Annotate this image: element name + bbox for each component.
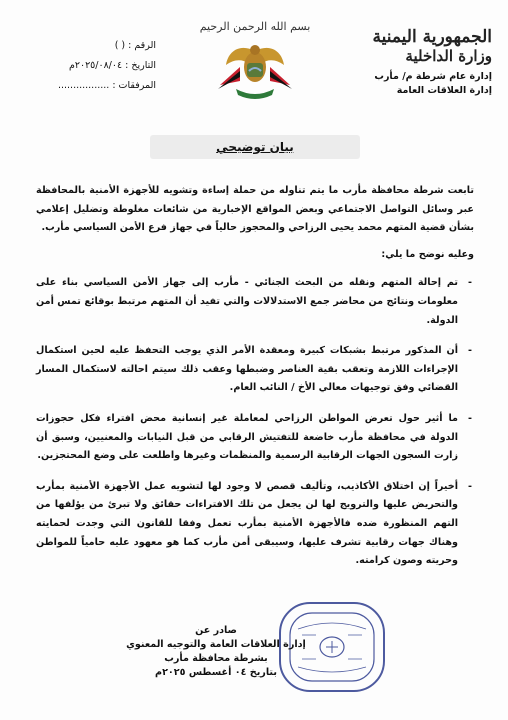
title-box xyxy=(150,135,360,159)
ministry-name: وزارة الداخلية xyxy=(405,47,492,65)
ref-number: الرقم : ( ) xyxy=(114,40,156,51)
relations-dept-name: إدارة العلاقات العامة xyxy=(396,85,492,96)
letterhead-left xyxy=(36,36,156,96)
point-item: - أخيراً إن اختلاق الأكاذيب، وتأليف قصص لا وجود لها لتشويه عمل الأجهزة الأمنية بمأرب والتحريض عليها والترويج لها لن يجعل من تلك الافتراءات حقائق ولا تبرئ من يؤلفها من التهم المنظورة ضده فالأجهزة الأمنية بمأرب تعمل وفقا للقانون التي وجدت لحمايته وهناك جهات رقابية تشرف عليها، وسيبقى أمن مأرب كما هو معهود عليه حامياً للمواطن وحريته وصون كرامته. xyxy=(36,478,474,571)
document-title: بيان توضيحي xyxy=(216,140,294,154)
attachments: المرفقات : ................. xyxy=(57,80,156,91)
point-item: - تم إحالة المتهم ونقله من البحث الجنائي - مأرب إلى جهاز الأمن السياسي بناء على معلومات ونتائج من محاضر جمع الاستدلالات والتي تفيد أن المتهم مرتبط بوقائع تمس أمن الدولة. xyxy=(36,274,474,330)
issue-date: بتاريخ ٠٤ أغسطس ٢٠٢٥م xyxy=(155,667,277,678)
point-item: - ما أثير حول تعرض المواطن الرزاحي لمعاملة غير إنسانية محض افتراء فكل حجوزات الدولة في محافظة مأرب خاضعة للتفتيش الرقابي من قبل النيابات والمعنيين، وسبق أن زارت السجون الجهات الرقابية الرسمية والمنظمات وغيرها واطلعت على وضع المحتجزين. xyxy=(36,410,474,466)
republic-name: الجمهورية اليمنية xyxy=(372,27,492,47)
intro-paragraph: تابعت شرطة محافظة مأرب ما يتم تناوله من حملة إساءة وتشويه للأجهزة الأمنية بالمحافظة عبر وسائل التواصل الاجتماعي وبعض المواقع الإخبارية من شائعات مغلوطة وتضليل إعلامي بشأن قضية المتهم محمد يحيى الرزاحي والمحجوز حالياً في جهاز فرع الأمن السياسي مأرب. xyxy=(36,185,474,234)
letterhead-center xyxy=(195,20,315,105)
point-item: - أن المذكور مرتبط بشبكات كبيرة ومعقدة الأمر الذي يوجب التحفظ عليه لحين استكمال الإجراءات اللازمة وتعقب بقية العناصر وضبطها وعقب ذلك سيتم احالته لاستكمال المسار القضائي وفق توجيهات معالي الأخ / النائب العام. xyxy=(36,342,474,398)
clarification-subhead: وعليه نوضح ما يلي: xyxy=(381,248,474,260)
issuer-block xyxy=(118,624,314,680)
yemen-eagle-emblem-icon xyxy=(212,37,298,105)
police-admin-name: إدارة عام شرطة م/ مأرب xyxy=(374,71,492,82)
letterhead-right xyxy=(342,28,492,97)
statement-body xyxy=(36,182,474,583)
issued-by: صادر عن xyxy=(195,625,237,636)
letter-date: التاريخ : ٢٠٢٥/٠٨/٠٤م xyxy=(68,60,156,71)
issuing-department: إدارة العلاقات العامة والتوجيه المعنوي بشرطة محافظة مأرب xyxy=(126,639,306,664)
bismillah-text: بسم الله الرحمن الرحيم xyxy=(199,20,311,33)
